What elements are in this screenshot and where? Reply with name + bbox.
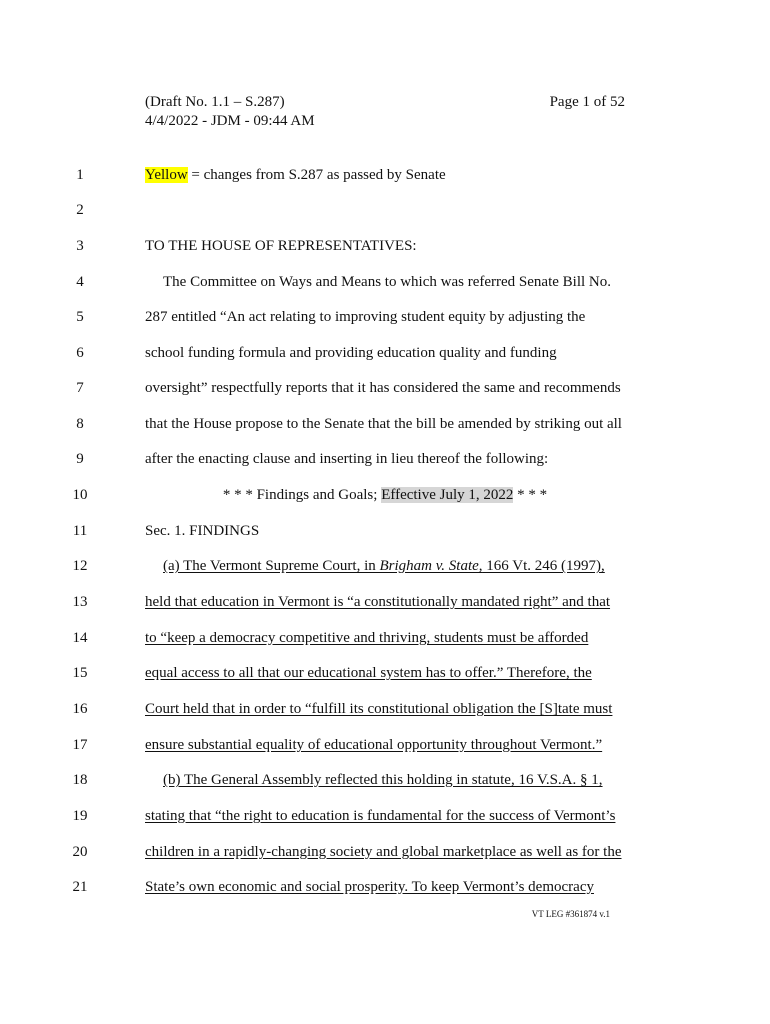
line-21 bbox=[0, 876, 770, 898]
line-text: held that education in Vermont is “a constitutionally mandated right” and that bbox=[145, 594, 611, 610]
line-11 bbox=[0, 520, 770, 542]
section-divider-heading bbox=[0, 484, 770, 506]
section-heading: Sec. 1. FINDINGS bbox=[145, 523, 260, 539]
document-footer: VT LEG #361874 v.1 bbox=[531, 909, 610, 919]
line-text: stating that “the right to education is fundamental for the success of Vermont’s bbox=[145, 808, 616, 824]
line-text: after the enacting clause and inserting in lieu thereof the following: bbox=[145, 451, 549, 467]
line-text: Court held that in order to “fulfill its constitutional obligation the [S]tate must bbox=[145, 701, 613, 717]
line-number: 1 bbox=[76, 167, 84, 183]
line-10 bbox=[0, 484, 770, 506]
draft-header bbox=[145, 93, 315, 131]
line-4 bbox=[0, 271, 770, 293]
line-number: 15 bbox=[72, 665, 88, 681]
line-number: 17 bbox=[72, 737, 88, 753]
line-number: 7 bbox=[76, 380, 84, 396]
line-number: 8 bbox=[76, 416, 84, 432]
line-14 bbox=[0, 627, 770, 649]
line-number: 5 bbox=[76, 309, 84, 325]
heading-suffix: * * * bbox=[513, 487, 548, 503]
line-3 bbox=[0, 235, 770, 257]
line-text bbox=[163, 555, 605, 577]
case-citation: Brigham v. State, bbox=[379, 558, 483, 574]
line-20 bbox=[0, 841, 770, 863]
line-text: school funding formula and providing education quality and funding bbox=[145, 345, 557, 361]
yellow-highlight: Yellow bbox=[145, 167, 188, 183]
line-text: ensure substantial equality of educational opportunity throughout Vermont.” bbox=[145, 737, 603, 753]
line-number: 10 bbox=[72, 487, 88, 503]
addressee: TO THE HOUSE OF REPRESENTATIVES: bbox=[145, 238, 417, 254]
line-number: 20 bbox=[72, 844, 88, 860]
line-number: 3 bbox=[76, 238, 84, 254]
draft-number: (Draft No. 1.1 – S.287) bbox=[145, 94, 285, 110]
line-text: State’s own economic and social prosperity. To keep Vermont’s democracy bbox=[145, 879, 594, 895]
line-8 bbox=[0, 413, 770, 435]
line-number: 2 bbox=[76, 202, 84, 218]
line-number: 11 bbox=[72, 523, 88, 539]
page-number: Page 1 of 52 bbox=[549, 94, 625, 110]
line-number: 6 bbox=[76, 345, 84, 361]
heading-prefix: * * * Findings and Goals; bbox=[222, 487, 382, 503]
line-number: 9 bbox=[76, 451, 84, 467]
line-number: 18 bbox=[72, 772, 88, 788]
line-16 bbox=[0, 698, 770, 720]
line-number: 19 bbox=[72, 808, 88, 824]
line-12 bbox=[0, 555, 770, 577]
line-text: 287 entitled “An act relating to improving student equity by adjusting the bbox=[145, 309, 586, 325]
line-number: 4 bbox=[76, 274, 84, 290]
line-6 bbox=[0, 342, 770, 364]
line-text: children in a rapidly-changing society and global marketplace as well as for the bbox=[145, 844, 622, 860]
line-text: to “keep a democracy competitive and thriving, students must be afforded bbox=[145, 630, 589, 646]
line-number: 14 bbox=[72, 630, 88, 646]
text-part: (a) The Vermont Supreme Court, in bbox=[163, 558, 380, 574]
gray-highlight: Effective July 1, 2022 bbox=[381, 487, 514, 503]
line-text: that the House propose to the Senate that the bill be amended by striking out all bbox=[145, 416, 622, 432]
line-text: equal access to all that our educational system has to offer.” Therefore, the bbox=[145, 665, 592, 681]
line-5 bbox=[0, 306, 770, 328]
line-2 bbox=[0, 199, 770, 221]
draft-date: 4/4/2022 - JDM - 09:44 AM bbox=[145, 113, 315, 129]
line-number: 21 bbox=[72, 879, 88, 895]
line-text: The Committee on Ways and Means to which was referred Senate Bill No. bbox=[163, 274, 611, 290]
line-1 bbox=[0, 164, 770, 186]
legend-text: = changes from S.287 as passed by Senate bbox=[187, 167, 446, 183]
line-7 bbox=[0, 377, 770, 399]
line-number: 16 bbox=[72, 701, 88, 717]
line-number: 12 bbox=[72, 558, 88, 574]
line-17 bbox=[0, 734, 770, 756]
line-15 bbox=[0, 662, 770, 684]
line-text: (b) The General Assembly reflected this holding in statute, 16 V.S.A. § 1, bbox=[163, 772, 603, 788]
line-text bbox=[145, 164, 446, 186]
line-13 bbox=[0, 591, 770, 613]
line-text: oversight” respectfully reports that it has considered the same and recommends bbox=[145, 380, 621, 396]
line-18 bbox=[0, 769, 770, 791]
line-19 bbox=[0, 805, 770, 827]
line-9 bbox=[0, 448, 770, 470]
text-part: 166 Vt. 246 (1997), bbox=[482, 558, 605, 574]
line-number: 13 bbox=[72, 594, 88, 610]
